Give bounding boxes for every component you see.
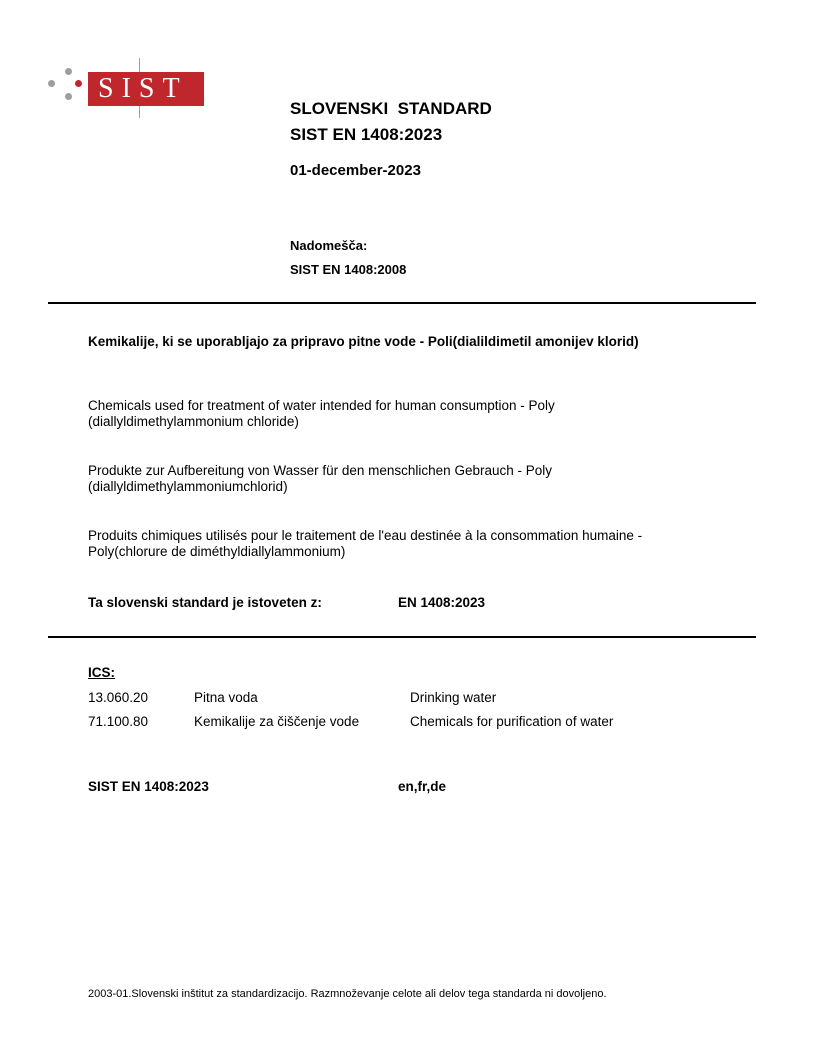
ics-description-sl: Kemikalije za čiščenje vode: [194, 714, 360, 729]
title-english: Chemicals used for treatment of water intended for human consumption - Poly (diallyldimethylammonium chloride): [88, 398, 555, 429]
document-reference: SIST EN 1408:2023: [88, 779, 209, 794]
ics-description-en: Chemicals for purification of water: [410, 714, 614, 729]
ics-heading: ICS:: [88, 665, 115, 680]
ics-code: 71.100.80: [88, 714, 149, 729]
copyright-notice: 2003-01.Slovenski inštitut za standardizacijo. Razmnoževanje celote ali delov tega standarda ni dovoljeno.: [88, 988, 607, 1000]
logo-dot: [65, 68, 72, 75]
divider-bottom: [48, 636, 756, 638]
logo-wordmark: SIST: [88, 72, 204, 106]
replaces-value: SIST EN 1408:2008: [290, 262, 407, 277]
title-german: Produkte zur Aufbereitung von Wasser für den menschlichen Gebrauch - Poly (diallyldimethylammoniumchlorid): [88, 463, 552, 494]
identical-with-row: [88, 595, 708, 611]
replaces-label: Nadomešča:: [290, 238, 368, 253]
document-languages: en,fr,de: [398, 779, 447, 794]
standard-type: SLOVENSKI STANDARD: [290, 99, 492, 118]
ics-description-sl: Pitna voda: [194, 690, 258, 705]
identical-value: EN 1408:2023: [398, 595, 486, 610]
publication-date: 01-december-2023: [290, 162, 421, 179]
divider-top: [48, 302, 756, 304]
logo-dot: [48, 80, 55, 87]
sist-logo: [48, 58, 208, 118]
logo-dot: [65, 93, 72, 100]
identical-label: Ta slovenski standard je istoveten z:: [88, 595, 322, 610]
logo-dot: [75, 80, 82, 87]
title-french: Produits chimiques utilisés pour le traitement de l'eau destinée à la consommation humaine - Poly(chlorure de diméthyldiallylammonium): [88, 528, 643, 559]
replaces-block: [290, 234, 406, 282]
standard-heading: [290, 96, 492, 148]
title-slovenian: Kemikalije, ki se uporabljajo za pripravo pitne vode - Poli(dialildimetil amonijev klorid): [88, 334, 639, 349]
standard-number: SIST EN 1408:2023: [290, 125, 443, 144]
ics-description-en: Drinking water: [410, 690, 497, 705]
ics-code: 13.060.20: [88, 690, 149, 705]
